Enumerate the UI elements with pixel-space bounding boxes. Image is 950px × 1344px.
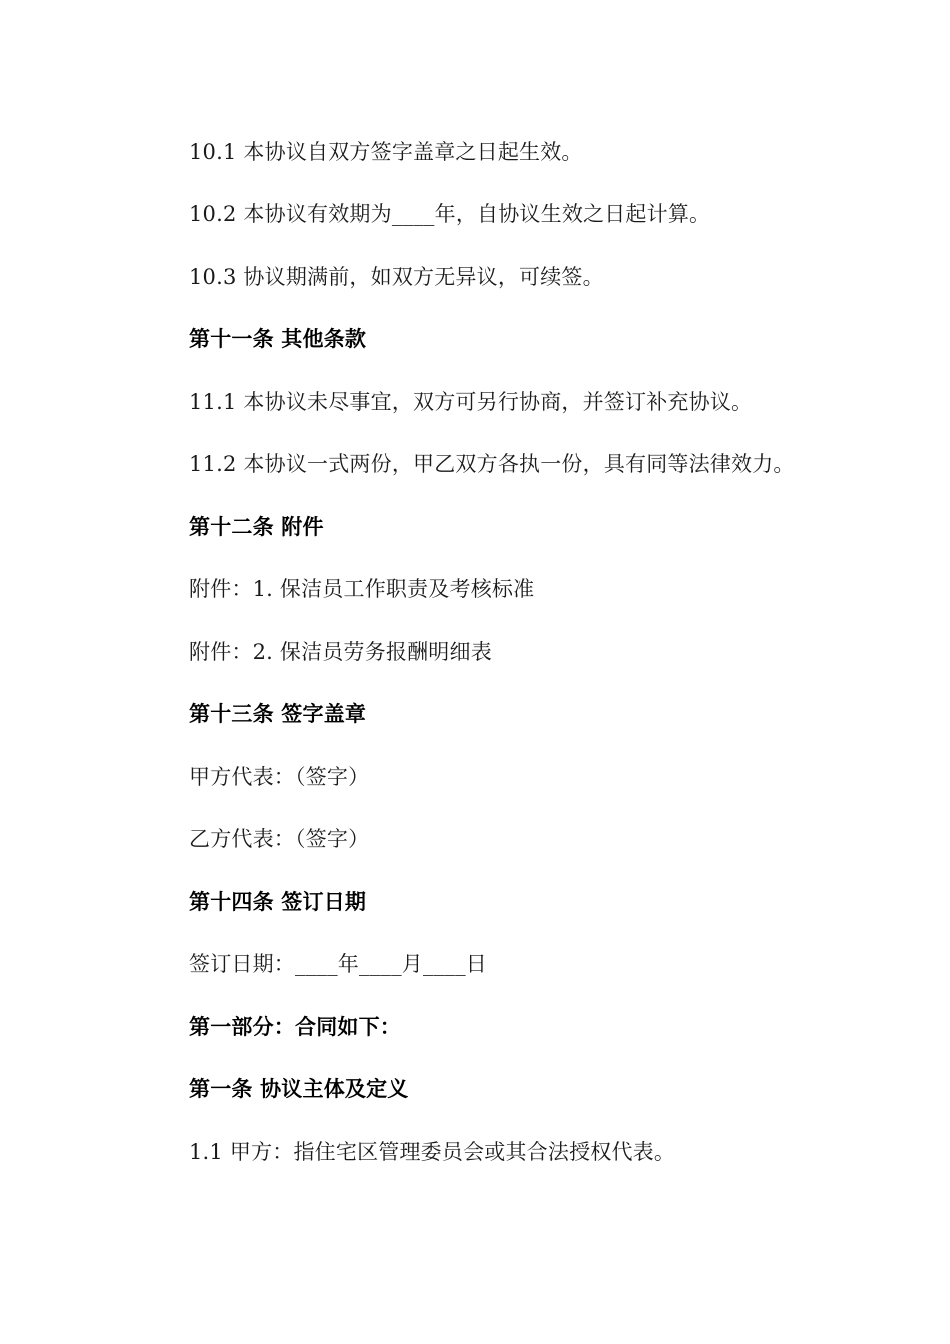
clause-1-1: 1.1 甲方：指住宅区管理委员会或其合法授权代表。 <box>189 1140 676 1164</box>
attachment-2: 附件：2. 保洁员劳务报酬明细表 <box>189 640 492 664</box>
article-12-heading: 第十二条 附件 <box>189 515 324 539</box>
clause-10-1: 10.1 本协议自双方签字盖章之日起生效。 <box>189 140 583 164</box>
part-1-heading: 第一部分：合同如下： <box>189 1015 401 1039</box>
attachment-1: 附件：1. 保洁员工作职责及考核标准 <box>189 577 535 601</box>
article-13-heading: 第十三条 签字盖章 <box>189 702 367 726</box>
party-a-signature: 甲方代表：（签字） <box>189 765 370 789</box>
party-b-signature: 乙方代表：（签字） <box>189 827 370 851</box>
clause-10-3: 10.3 协议期满前，如双方无异议，可续签。 <box>189 265 604 289</box>
clause-11-2: 11.2 本协议一式两份，甲乙双方各执一份，具有同等法律效力。 <box>189 452 795 476</box>
signing-date: 签订日期：____年____月____日 <box>189 952 487 976</box>
article-11-heading: 第十一条 其他条款 <box>189 327 367 351</box>
article-1-heading: 第一条 协议主体及定义 <box>189 1077 409 1101</box>
clause-11-1: 11.1 本协议未尽事宜，双方可另行协商，并签订补充协议。 <box>189 390 753 414</box>
clause-10-2: 10.2 本协议有效期为____年，自协议生效之日起计算。 <box>189 202 711 226</box>
article-14-heading: 第十四条 签订日期 <box>189 890 367 914</box>
